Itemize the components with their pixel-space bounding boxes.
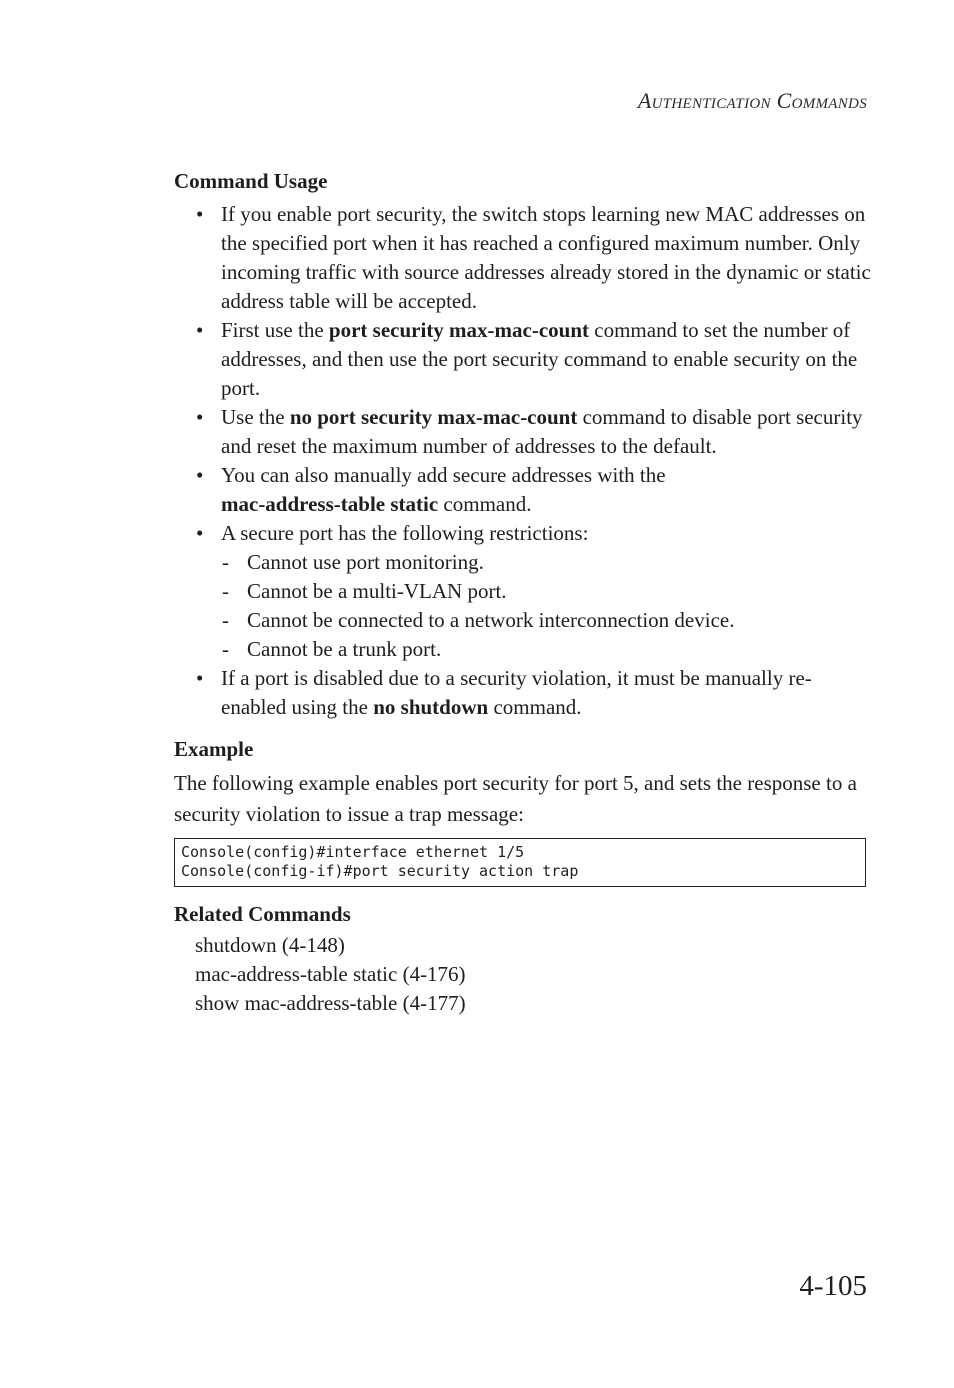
usage-item-text: If a port is disabled due to a security violation, it must be manually re-enabled using the [221, 666, 812, 719]
code-example [174, 838, 866, 887]
bullet-icon: • [196, 521, 204, 545]
code-line: Console(config)#interface ethernet 1/5 [181, 843, 525, 861]
dash-icon: - [222, 637, 229, 661]
code-line: Console(config-if)#port security action trap [181, 862, 579, 880]
usage-item [174, 519, 874, 664]
related-command: show mac-address-table (4-177) [195, 991, 466, 1015]
example-heading: Example [174, 737, 254, 761]
restriction-item [221, 577, 874, 606]
usage-item-text: command to disable port security and reset the maximum number of addresses to the default. [221, 405, 863, 458]
related-command: mac-address-table static (4-176) [195, 962, 466, 986]
bullet-icon: • [196, 405, 204, 429]
page-content [174, 164, 874, 1018]
usage-item-command: mac-address-table static [221, 492, 439, 516]
usage-item-text: command to set the number of addresses, and then use the port security command to enable security on the port. [221, 318, 858, 400]
restriction-item [221, 606, 874, 635]
bullet-icon: • [196, 318, 204, 342]
usage-item [174, 316, 874, 403]
usage-item-command: port security max-mac-count [328, 318, 590, 342]
usage-item-text: You can also manually add secure addresses with the [221, 463, 666, 487]
command-usage-list [174, 200, 874, 722]
restriction-text: Cannot use port monitoring. [247, 550, 484, 574]
usage-item-command: no port security max-mac-count [289, 405, 578, 429]
restriction-text: Cannot be a multi-VLAN port. [247, 579, 507, 603]
bullet-icon: • [196, 666, 204, 690]
usage-item-text: Use the [221, 405, 290, 429]
usage-item [174, 461, 874, 519]
example-description: The following example enables port security for port 5, and sets the response to a security violation to issue a trap message: [174, 771, 857, 826]
dash-icon: - [222, 579, 229, 603]
restriction-text: Cannot be connected to a network interconnection device. [247, 608, 735, 632]
dash-icon: - [222, 608, 229, 632]
restriction-item [221, 635, 874, 664]
related-command: shutdown (4-148) [195, 933, 345, 957]
usage-item-text: A secure port has the following restrictions: [221, 521, 589, 545]
usage-item [174, 200, 874, 316]
command-usage-heading: Command Usage [174, 169, 328, 193]
usage-item-text: First use the [221, 318, 329, 342]
usage-item-text: command. [438, 492, 532, 516]
usage-item-text: If you enable port security, the switch stops learning new MAC addresses on the specified port when it has reached a configured maximum number. Only incoming traffic with source addresses already stored in the dynamic or static address table will be accepted. [221, 202, 871, 313]
restrictions-list [221, 548, 874, 664]
usage-item-command: no shutdown [373, 695, 489, 719]
related-commands-list [174, 931, 874, 1018]
page-number: 4-105 [799, 1270, 867, 1302]
dash-icon: - [222, 550, 229, 574]
running-head: Authentication Commands [637, 88, 867, 113]
usage-item [174, 403, 874, 461]
usage-item-text: command. [488, 695, 582, 719]
bullet-icon: • [196, 202, 204, 226]
related-commands-heading: Related Commands [174, 902, 351, 926]
usage-item [174, 664, 874, 722]
bullet-icon: • [196, 463, 204, 487]
restriction-text: Cannot be a trunk port. [247, 637, 442, 661]
restriction-item [221, 548, 874, 577]
